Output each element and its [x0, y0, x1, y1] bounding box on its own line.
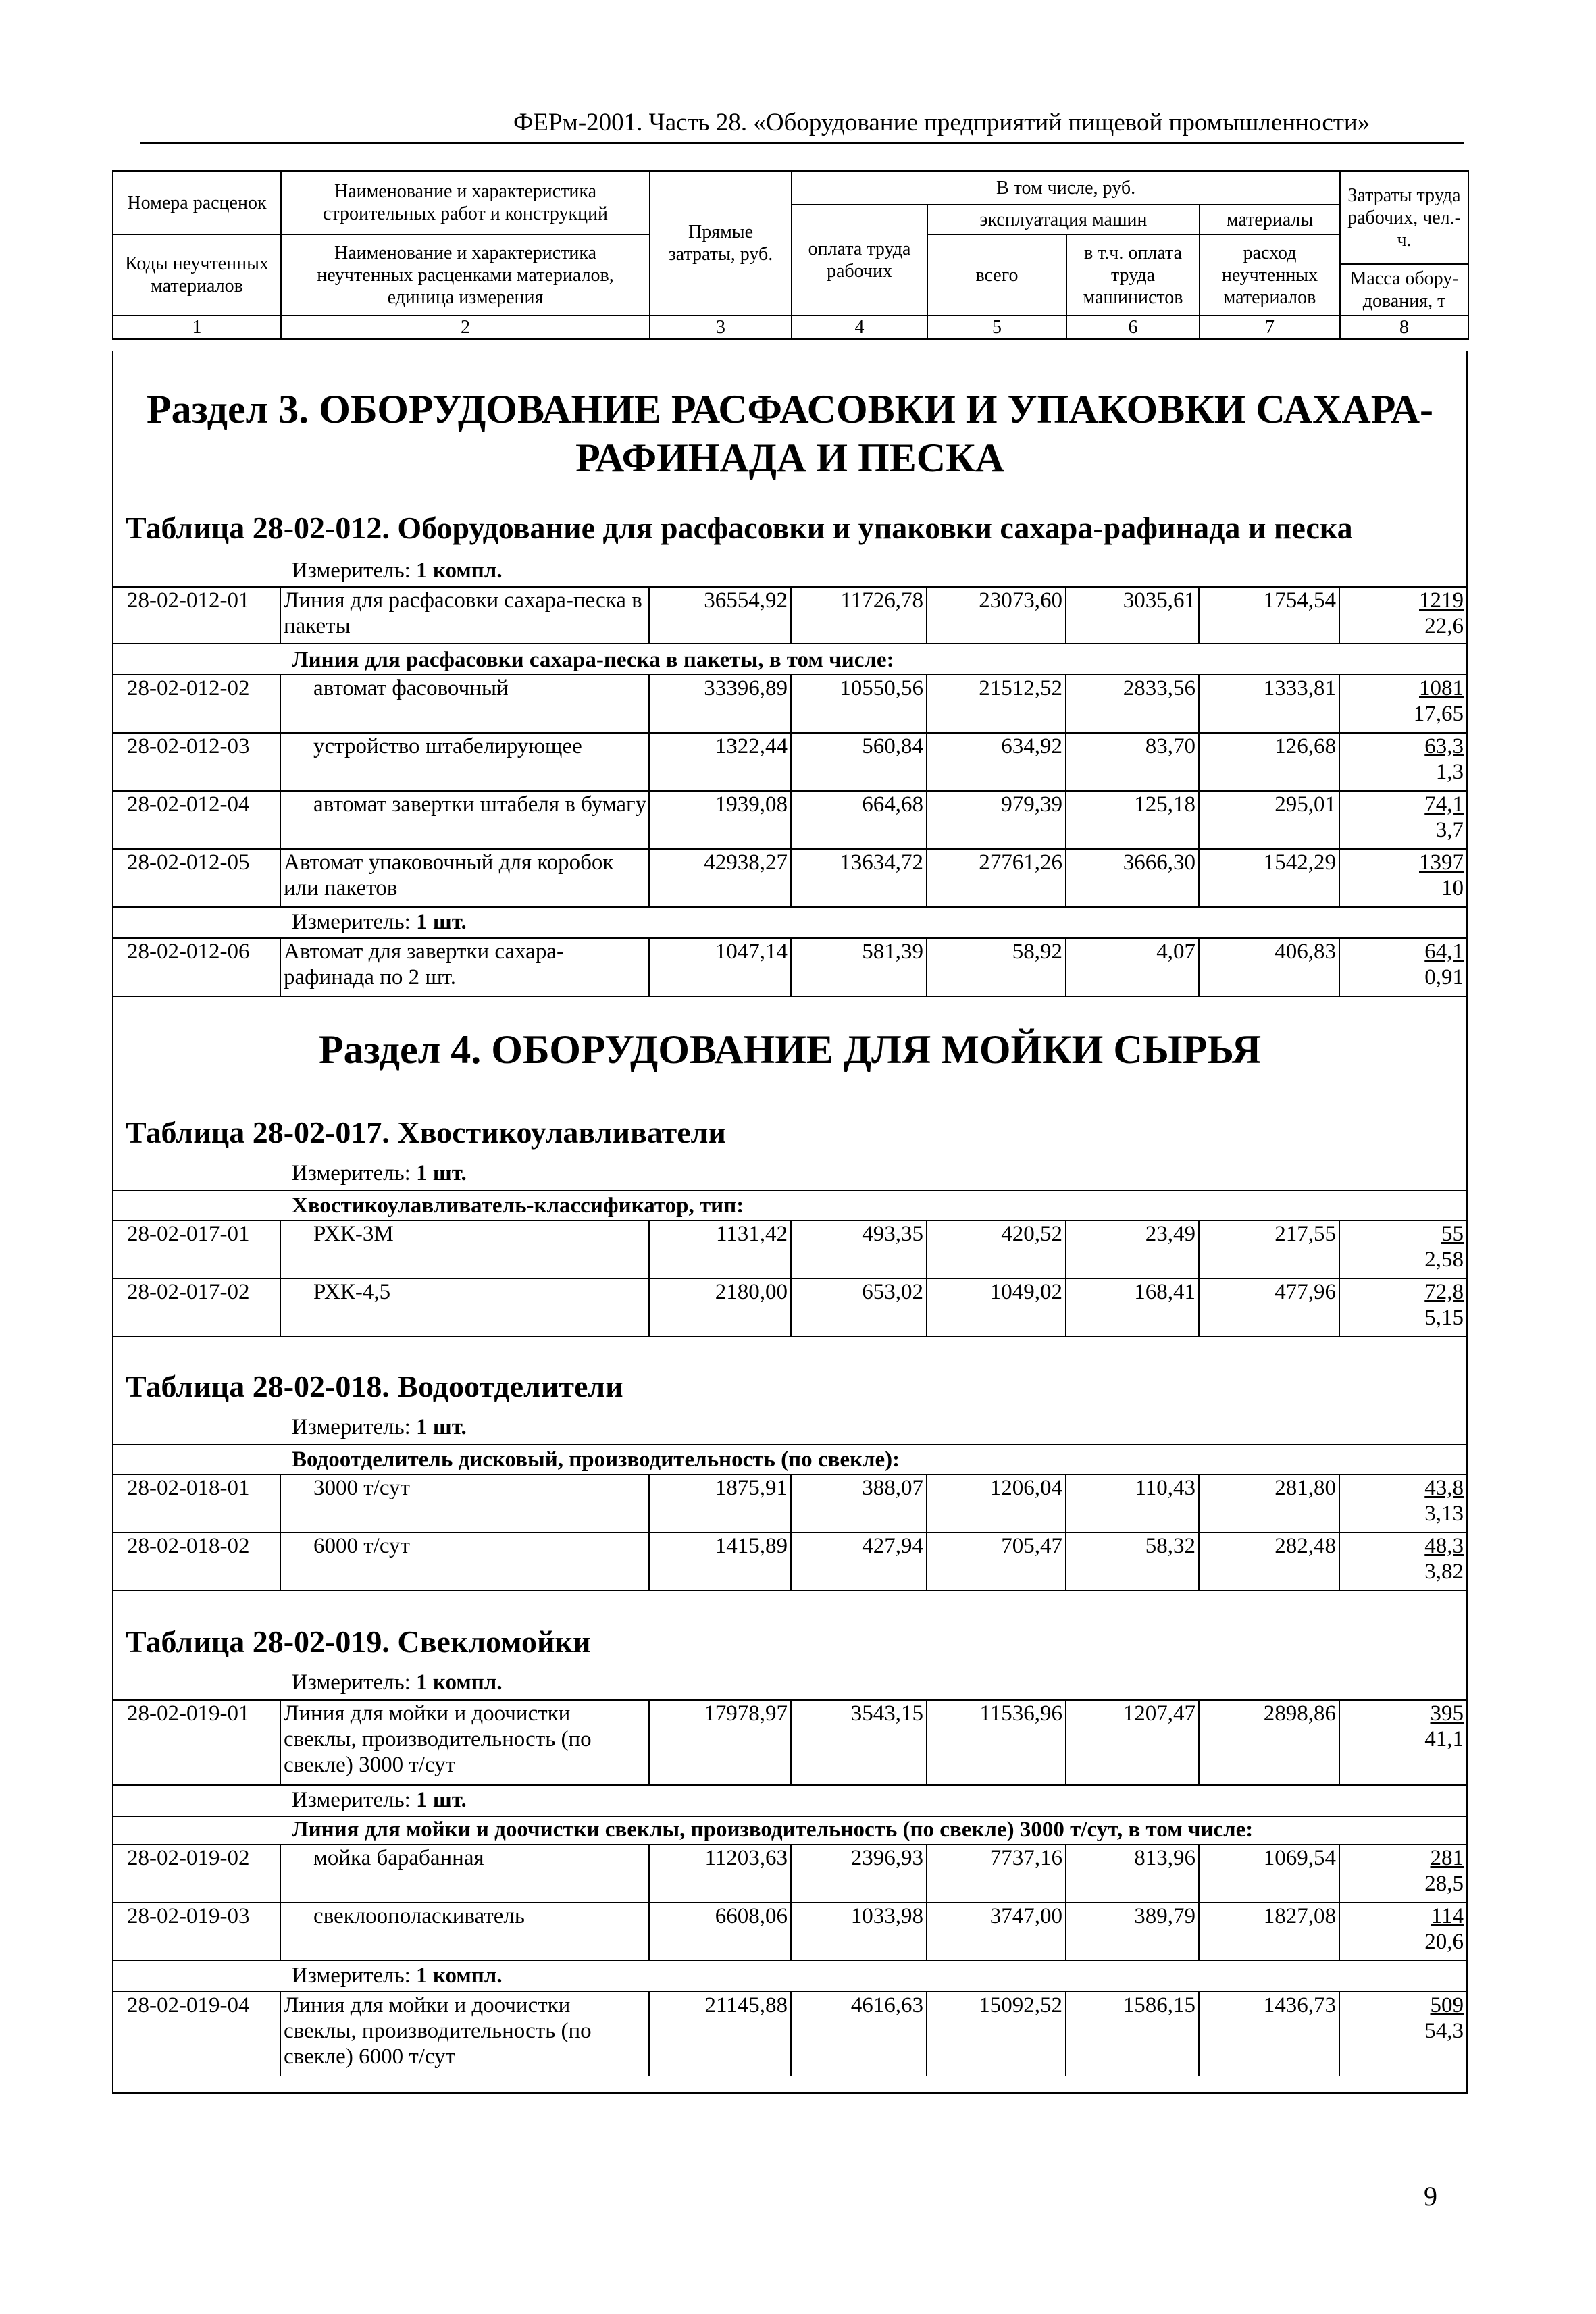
driver-pay: 125,18 — [1066, 792, 1199, 848]
materials: 126,68 — [1199, 734, 1339, 790]
direct-cost: 42938,27 — [649, 850, 791, 906]
materials: 1436,73 — [1199, 1992, 1339, 2076]
materials: 295,01 — [1199, 792, 1339, 848]
col-number: 4 — [792, 315, 927, 339]
rate-code: 28-02-018-02 — [112, 1533, 280, 1590]
machines-total: 21512,52 — [927, 675, 1066, 732]
col-number: 2 — [281, 315, 650, 339]
table-row — [112, 732, 1468, 790]
direct-cost: 2180,00 — [649, 1279, 791, 1336]
labor-hours: 72,8 — [1424, 1280, 1464, 1304]
row-divider — [112, 1444, 1468, 1445]
item-name: свеклоополаскиватель — [280, 1903, 649, 1960]
table-title: Таблица 28-02-019. Свекломойки — [126, 1624, 591, 1659]
table-row — [112, 848, 1468, 906]
direct-cost: 1322,44 — [649, 734, 791, 790]
row-divider — [112, 1590, 1468, 1591]
materials: 477,96 — [1199, 1279, 1339, 1336]
item-name: Линия для мойки и доочистки свеклы, производительность (по свекле) 3000 т/сут — [280, 1701, 649, 1784]
machines-total: 27761,26 — [927, 850, 1066, 906]
group-subheading: Линия для мойки и доочистки свеклы, производительность (по свекле) 3000 т/сут, в том числе: — [292, 1818, 1254, 1842]
direct-cost: 1131,42 — [649, 1221, 791, 1278]
row-divider — [112, 1190, 1468, 1191]
row-divider — [112, 1960, 1468, 1961]
row-divider — [112, 1336, 1468, 1337]
section-title: Раздел 3. ОБОРУДОВАНИЕ РАСФАСОВКИ И УПАКОВКИ САХАРА-РАФИНАДА И ПЕСКА — [146, 387, 1434, 480]
equipment-mass: 22,6 — [1424, 614, 1464, 638]
labor-hours: 114 — [1431, 1904, 1464, 1928]
col-header-direct-costs: Прямые затраты, руб. — [650, 171, 792, 315]
driver-pay: 2833,56 — [1066, 675, 1199, 732]
table-row — [112, 1474, 1468, 1532]
materials: 1827,08 — [1199, 1903, 1339, 1960]
machines-total: 58,92 — [927, 939, 1066, 996]
machines-total: 979,39 — [927, 792, 1066, 848]
labor-hours: 509 — [1430, 1993, 1464, 2017]
driver-pay: 813,96 — [1066, 1845, 1199, 1902]
worker-pay: 653,02 — [791, 1279, 927, 1336]
materials: 217,55 — [1199, 1221, 1339, 1278]
rate-code: 28-02-012-01 — [112, 588, 280, 643]
table-row — [112, 1844, 1468, 1902]
worker-pay: 4616,63 — [791, 1992, 927, 2076]
equipment-mass: 28,5 — [1424, 1872, 1464, 1896]
driver-pay: 110,43 — [1066, 1475, 1199, 1532]
labor-hours: 281 — [1430, 1846, 1464, 1870]
labor-hours: 1397 — [1419, 850, 1464, 875]
column-header-table — [112, 170, 1469, 340]
worker-pay: 11726,78 — [791, 588, 927, 643]
machines-total: 1206,04 — [927, 1475, 1066, 1532]
col-header-material-usage: расход неучтенных материалов — [1200, 234, 1340, 315]
worker-pay: 13634,72 — [791, 850, 927, 906]
equipment-mass: 5,15 — [1424, 1306, 1464, 1330]
col-header-machines: эксплуатация машин — [927, 205, 1200, 234]
machines-total: 7737,16 — [927, 1845, 1066, 1902]
item-name: автомат завертки штабеля в бумагу — [280, 792, 649, 848]
driver-pay: 168,41 — [1066, 1279, 1199, 1336]
direct-cost: 1875,91 — [649, 1475, 791, 1532]
equipment-mass: 0,91 — [1424, 965, 1464, 989]
driver-pay: 3035,61 — [1066, 588, 1199, 643]
worker-pay: 3543,15 — [791, 1701, 927, 1784]
group-subheading: Водоотделитель дисковый, производительность (по свекле): — [292, 1447, 900, 1472]
row-divider — [112, 643, 1468, 644]
col-header-worker-pay: оплата труда рабочих — [792, 205, 927, 315]
worker-pay: 581,39 — [791, 939, 927, 996]
table-row — [112, 1699, 1468, 1784]
section-title: Раздел 4. ОБОРУДОВАНИЕ ДЛЯ МОЙКИ СЫРЬЯ — [318, 1027, 1262, 1072]
equipment-mass: 2,58 — [1424, 1248, 1464, 1272]
table-title: Таблица 28-02-012. Оборудование для расфасовки и упаковки сахара-рафинада и песка — [126, 511, 1353, 545]
group-subheading: Линия для расфасовки сахара-песка в пакеты, в том числе: — [292, 648, 894, 672]
document-header-title: ФЕРм-2001. Часть 28. «Оборудование предприятий пищевой промышленности» — [513, 109, 1370, 136]
machines-total: 3747,00 — [927, 1903, 1066, 1960]
item-name: 6000 т/сут — [280, 1533, 649, 1590]
col-header-including: В том числе, руб. — [792, 171, 1340, 205]
labor-hours: 63,3 — [1424, 734, 1464, 759]
worker-pay: 1033,98 — [791, 1903, 927, 1960]
equipment-mass: 20,6 — [1424, 1930, 1464, 1954]
driver-pay: 58,32 — [1066, 1533, 1199, 1590]
worker-pay: 664,68 — [791, 792, 927, 848]
item-name: Автомат упаковочный для коробок или пакетов — [280, 850, 649, 906]
driver-pay: 1207,47 — [1066, 1701, 1199, 1784]
equipment-mass: 17,65 — [1413, 702, 1464, 726]
materials: 1542,29 — [1199, 850, 1339, 906]
machines-total: 23073,60 — [927, 588, 1066, 643]
driver-pay: 83,70 — [1066, 734, 1199, 790]
driver-pay: 1586,15 — [1066, 1992, 1199, 2076]
table-row — [112, 1532, 1468, 1590]
equipment-mass: 3,13 — [1424, 1501, 1464, 1526]
measure-line: Измеритель: 1 компл. — [292, 1963, 503, 1988]
col-header-machines-total: всего — [927, 234, 1066, 315]
direct-cost: 17978,97 — [649, 1701, 791, 1784]
machines-total: 420,52 — [927, 1221, 1066, 1278]
labor-hours: 55 — [1441, 1222, 1464, 1246]
item-name: мойка барабанная — [280, 1845, 649, 1902]
equipment-mass: 54,3 — [1424, 2019, 1464, 2043]
item-name: автомат фасовочный — [280, 675, 649, 732]
equipment-mass: 41,1 — [1424, 1727, 1464, 1751]
rate-code: 28-02-012-06 — [112, 939, 280, 996]
table-row — [112, 1278, 1468, 1336]
rate-code: 28-02-012-04 — [112, 792, 280, 848]
col-number: 1 — [113, 315, 281, 339]
col-header-labor-hours: Затраты труда рабочих, чел.-ч. — [1340, 171, 1468, 264]
table-row — [112, 1220, 1468, 1278]
row-divider — [112, 906, 1468, 908]
rate-code: 28-02-018-01 — [112, 1475, 280, 1532]
driver-pay: 389,79 — [1066, 1903, 1199, 1960]
item-name: Автомат для завертки сахара-рафинада по 2 шт. — [280, 939, 649, 996]
worker-pay: 560,84 — [791, 734, 927, 790]
col-header-rate-numbers: Номера расценок — [113, 171, 281, 234]
measure-line: Измеритель: 1 шт. — [292, 1415, 467, 1439]
measure-line: Измеритель: 1 компл. — [292, 559, 503, 583]
page-number: 9 — [1424, 2181, 1437, 2211]
table-row — [112, 790, 1468, 848]
materials: 282,48 — [1199, 1533, 1339, 1590]
equipment-mass: 1,3 — [1435, 760, 1464, 784]
col-header-materials: материалы — [1200, 205, 1340, 234]
col-header-equipment-mass: Масса обору-дования, т — [1340, 264, 1468, 315]
labor-hours: 43,8 — [1424, 1476, 1464, 1500]
rate-code: 28-02-019-02 — [112, 1845, 280, 1902]
measure-line: Измеритель: 1 шт. — [292, 1788, 467, 1812]
table-row — [112, 674, 1468, 732]
labor-hours: 395 — [1430, 1701, 1464, 1726]
table-title: Таблица 28-02-018. Водоотделители — [126, 1369, 623, 1404]
direct-cost: 36554,92 — [649, 588, 791, 643]
item-name: устройство штабелирующее — [280, 734, 649, 790]
equipment-mass: 10 — [1441, 876, 1464, 900]
col-number: 7 — [1200, 315, 1340, 339]
direct-cost: 1047,14 — [649, 939, 791, 996]
worker-pay: 2396,93 — [791, 1845, 927, 1902]
labor-hours: 1081 — [1419, 676, 1464, 700]
materials: 1333,81 — [1199, 675, 1339, 732]
direct-cost: 11203,63 — [649, 1845, 791, 1902]
machines-total: 1049,02 — [927, 1279, 1066, 1336]
rate-code: 28-02-012-02 — [112, 675, 280, 732]
rate-code: 28-02-019-03 — [112, 1903, 280, 1960]
direct-cost: 21145,88 — [649, 1992, 791, 2076]
header-rule — [140, 142, 1464, 144]
rate-code: 28-02-019-04 — [112, 1992, 280, 2076]
group-subheading: Хвостикоулавливатель-классификатор, тип: — [292, 1193, 744, 1218]
equipment-mass: 3,7 — [1435, 818, 1464, 842]
item-name: Линия для мойки и доочистки свеклы, производительность (по свекле) 6000 т/сут — [280, 1992, 649, 2076]
table-row — [112, 1902, 1468, 1960]
direct-cost: 6608,06 — [649, 1903, 791, 1960]
materials: 281,80 — [1199, 1475, 1339, 1532]
table-title: Таблица 28-02-017. Хвостикоулавливатели — [126, 1115, 726, 1150]
measure-line: Измеритель: 1 компл. — [292, 1670, 503, 1695]
item-name: Линия для расфасовки сахара-песка в пакеты — [280, 588, 649, 643]
col-header-work-name: Наименование и характеристика строительных работ и конструкций — [281, 171, 650, 234]
machines-total: 15092,52 — [927, 1992, 1066, 2076]
materials: 1754,54 — [1199, 588, 1339, 643]
row-divider — [112, 1784, 1468, 1786]
machines-total: 11536,96 — [927, 1701, 1066, 1784]
item-name: 3000 т/сут — [280, 1475, 649, 1532]
col-number: 3 — [650, 315, 792, 339]
item-name: РХК-3М — [280, 1221, 649, 1278]
col-header-material-codes: Коды неучтенных материалов — [113, 234, 281, 315]
worker-pay: 493,35 — [791, 1221, 927, 1278]
materials: 1069,54 — [1199, 1845, 1339, 1902]
worker-pay: 388,07 — [791, 1475, 927, 1532]
worker-pay: 10550,56 — [791, 675, 927, 732]
table-row — [112, 1991, 1468, 2076]
rate-code: 28-02-019-01 — [112, 1701, 280, 1784]
labor-hours: 64,1 — [1424, 940, 1464, 964]
col-header-driver-pay: в т.ч. оплата труда машинистов — [1066, 234, 1200, 315]
direct-cost: 1415,89 — [649, 1533, 791, 1590]
measure-line: Измеритель: 1 шт. — [292, 1161, 467, 1185]
worker-pay: 427,94 — [791, 1533, 927, 1590]
col-number: 5 — [927, 315, 1066, 339]
col-number: 8 — [1340, 315, 1468, 339]
col-number: 6 — [1066, 315, 1200, 339]
table-row — [112, 586, 1468, 643]
machines-total: 634,92 — [927, 734, 1066, 790]
rate-code: 28-02-017-02 — [112, 1279, 280, 1336]
rate-code: 28-02-017-01 — [112, 1221, 280, 1278]
direct-cost: 33396,89 — [649, 675, 791, 732]
driver-pay: 23,49 — [1066, 1221, 1199, 1278]
equipment-mass: 3,82 — [1424, 1560, 1464, 1584]
rate-code: 28-02-012-05 — [112, 850, 280, 906]
rate-code: 28-02-012-03 — [112, 734, 280, 790]
table-row — [112, 937, 1468, 996]
item-name: РХК-4,5 — [280, 1279, 649, 1336]
labor-hours: 48,3 — [1424, 1534, 1464, 1558]
labor-hours: 1219 — [1419, 588, 1464, 613]
row-divider — [112, 996, 1468, 997]
measure-line: Измеритель: 1 шт. — [292, 910, 467, 934]
labor-hours: 74,1 — [1424, 792, 1464, 817]
driver-pay: 3666,30 — [1066, 850, 1199, 906]
materials: 406,83 — [1199, 939, 1339, 996]
materials: 2898,86 — [1199, 1701, 1339, 1784]
machines-total: 705,47 — [927, 1533, 1066, 1590]
direct-cost: 1939,08 — [649, 792, 791, 848]
col-header-material-names: Наименование и характеристика неучтенных расценками материалов, единица измерения — [281, 234, 650, 315]
driver-pay: 4,07 — [1066, 939, 1199, 996]
